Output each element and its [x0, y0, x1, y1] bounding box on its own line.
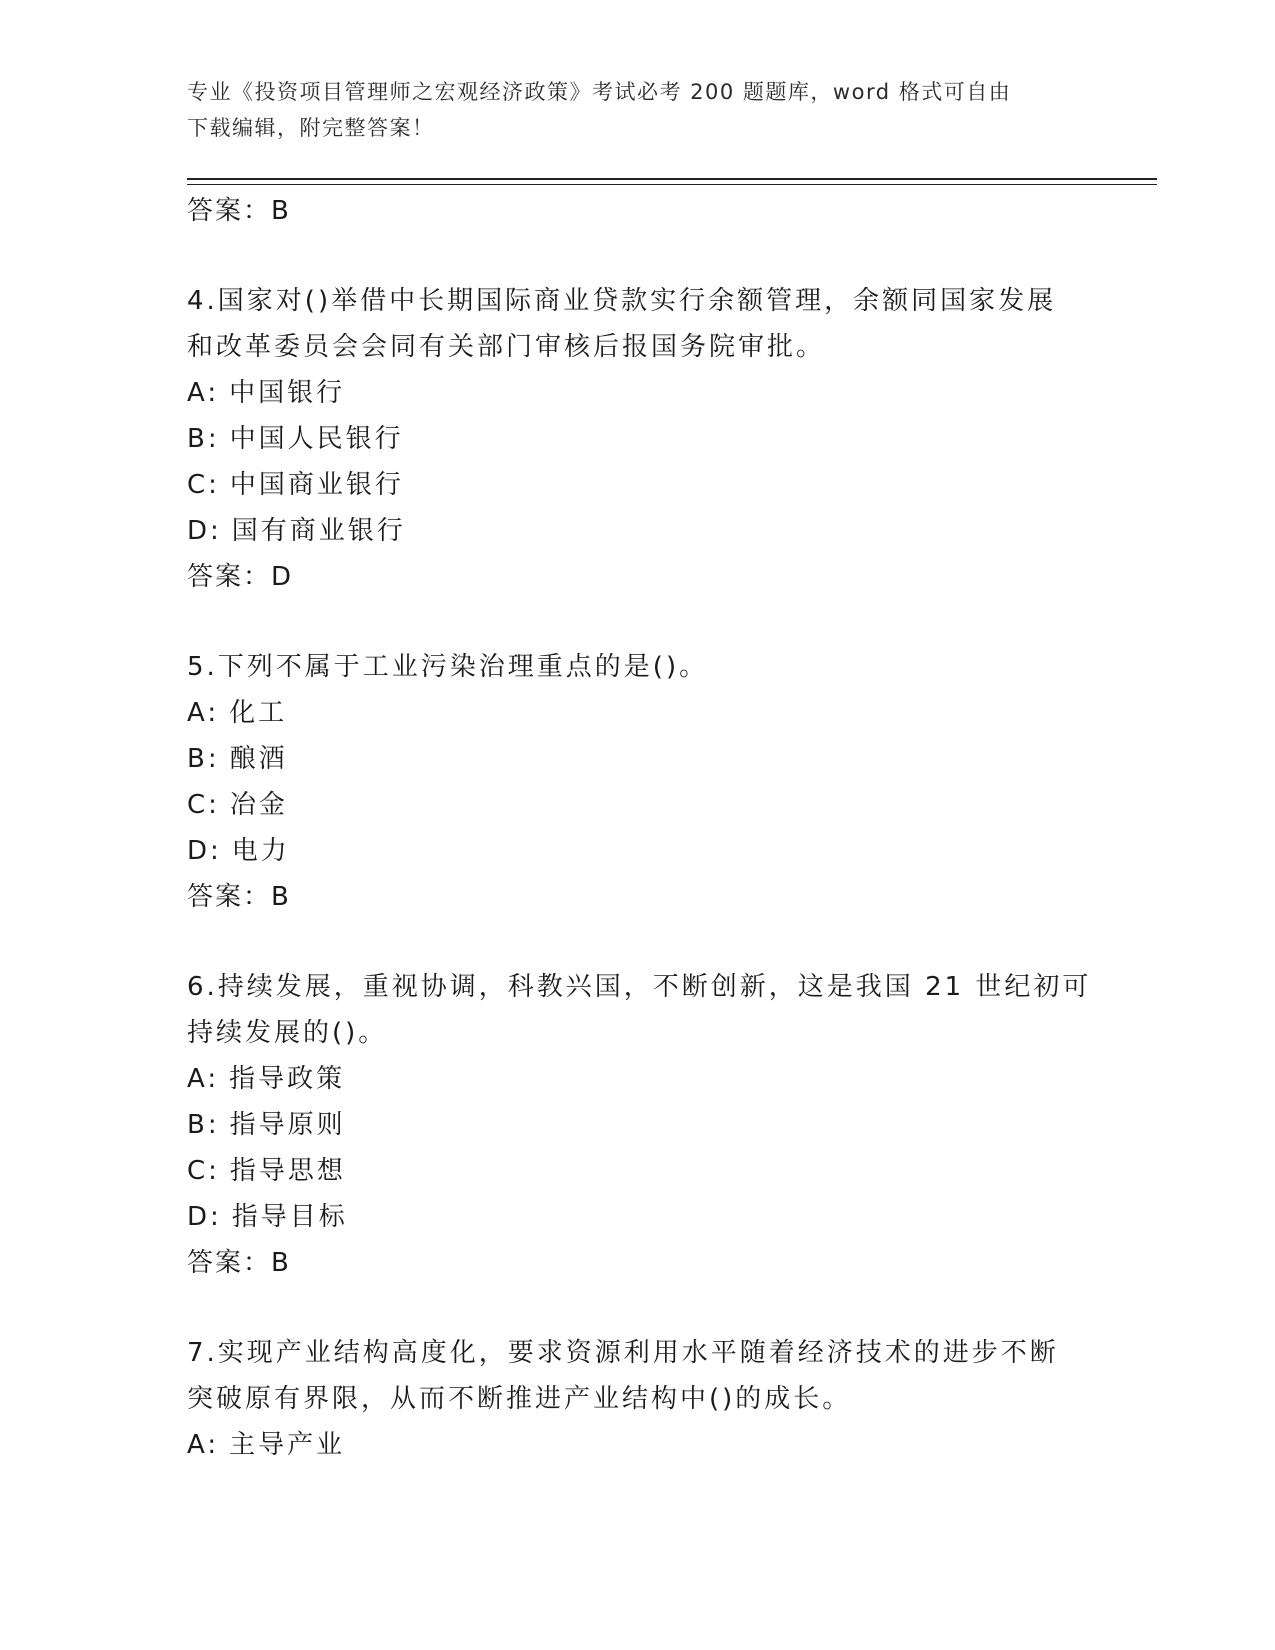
option-d [187, 508, 1087, 554]
answer: 答案：D [187, 562, 294, 592]
option-text: 冶金 [229, 790, 288, 820]
answer: 答案：B [187, 882, 291, 912]
question-stem-line: 和改革委员会会同有关部门审核后报国务院审批。 [187, 332, 826, 362]
option-prefix: C: [187, 470, 220, 500]
option-text: 中国人民银行 [229, 424, 404, 454]
option-text: 主导产业 [229, 1430, 346, 1460]
option-prefix: A: [187, 698, 220, 728]
header-line-1: 专业《投资项目管理师之宏观经济政策》考试必考 200 题题库，word 格式可自由 [187, 80, 1012, 104]
answer-previous: 答案：B [187, 196, 291, 226]
question-7 [187, 1330, 1087, 1468]
option-text: 指导政策 [229, 1064, 346, 1094]
option-prefix: B: [187, 1110, 220, 1140]
option-d [187, 1194, 1087, 1240]
question-stem-line: 5.下列不属于工业污染治理重点的是()。 [187, 652, 709, 682]
answer: 答案：B [187, 1248, 291, 1278]
option-prefix: D: [187, 516, 222, 546]
question-stem-line: 4.国家对()举借中长期国际商业贷款实行余额管理，余额同国家发展 [187, 286, 1057, 316]
option-text: 电力 [231, 836, 290, 866]
option-prefix: B: [187, 744, 220, 774]
option-text: 化工 [229, 698, 288, 728]
option-b [187, 416, 1087, 462]
header-line-2: 下载编辑，附完整答案！ [187, 116, 435, 140]
option-c [187, 1148, 1087, 1194]
question-list [187, 188, 1092, 1468]
option-prefix: C: [187, 790, 220, 820]
question-stem-line: 持续发展的()。 [187, 1018, 388, 1048]
option-prefix: C: [187, 1156, 220, 1186]
option-text: 中国商业银行 [229, 470, 404, 500]
option-b [187, 1102, 1087, 1148]
option-text: 指导目标 [231, 1202, 348, 1232]
option-prefix: D: [187, 1202, 222, 1232]
option-text: 酿酒 [229, 744, 288, 774]
question-4 [187, 278, 1087, 600]
question-6 [187, 964, 1092, 1286]
header-rule-thin [187, 184, 1157, 185]
document-page [187, 0, 1157, 1650]
option-c [187, 462, 1087, 508]
option-text: 指导原则 [229, 1110, 346, 1140]
option-prefix: A: [187, 378, 220, 408]
option-text: 国有商业银行 [231, 516, 406, 546]
question-stem-line: 突破原有界限，从而不断推进产业结构中()的成长。 [187, 1384, 852, 1414]
option-a [187, 370, 1087, 416]
option-c [187, 782, 1087, 828]
question-stem-line: 6.持续发展，重视协调，科教兴国，不断创新，这是我国 21 世纪初可 [187, 972, 1092, 1002]
option-prefix: A: [187, 1430, 220, 1460]
option-a [187, 690, 1087, 736]
option-text: 中国银行 [229, 378, 346, 408]
question-stem-line: 7.实现产业结构高度化，要求资源利用水平随着经济技术的进步不断 [187, 1338, 1059, 1368]
option-b [187, 736, 1087, 782]
option-prefix: A: [187, 1064, 220, 1094]
header-rule-thick [187, 178, 1157, 180]
option-d [187, 828, 1087, 874]
question-5 [187, 644, 1087, 920]
option-prefix: D: [187, 836, 222, 866]
option-a [187, 1422, 1087, 1468]
option-a [187, 1056, 1087, 1102]
option-text: 指导思想 [229, 1156, 346, 1186]
document-header [187, 74, 1087, 146]
option-prefix: B: [187, 424, 220, 454]
